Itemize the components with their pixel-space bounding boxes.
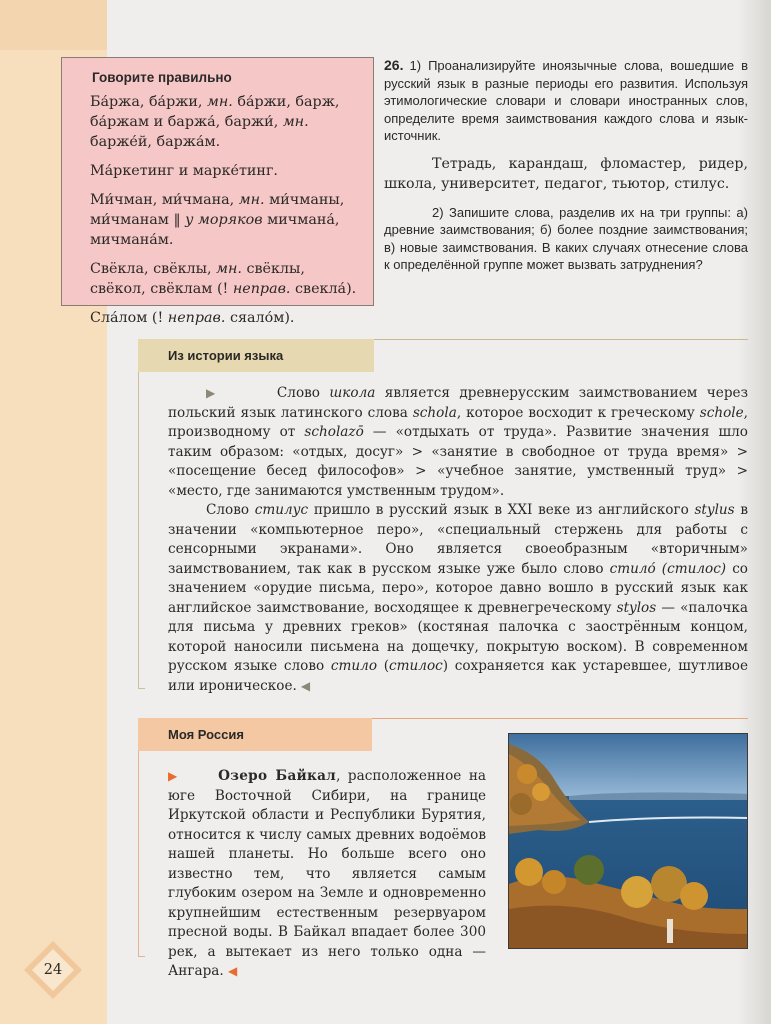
emphasized-word: schola: [412, 404, 457, 421]
say-it-right-box: [61, 57, 374, 326]
text-run: пришло в русский язык в XXI веке из английского: [308, 502, 695, 518]
entry-abbreviation: мн.: [282, 114, 309, 130]
text-run: Слово: [276, 385, 330, 401]
entry-text: сяало́м).: [225, 310, 295, 326]
exercise-task-1-text: 1) Проанализируйте иноязычные слова, вошедшие в русский язык в разные периоды его развития. Используя этимологические словари и словари иностранных слов, определите время заимствования каждого слова и язык-источник.: [384, 58, 748, 143]
entry-text: Свёкла, свёклы,: [90, 261, 217, 277]
entry-text: ба́ржи, барж, ба́ржам и баржа́, баржи́,: [90, 94, 340, 130]
text-run: Слово: [206, 502, 255, 518]
text-run: , которое восходит к греческому: [456, 404, 700, 421]
emphasized-word: стилус: [254, 502, 309, 518]
say-it-right-entry: [90, 308, 363, 328]
emphasized-word: стило́ (стилос): [609, 560, 727, 577]
entry-text: свекла́).: [290, 281, 357, 297]
say-it-right-entry: [90, 259, 363, 299]
emphasized-word: школа: [329, 385, 376, 401]
say-it-right-entry: [90, 161, 363, 181]
history-text: [168, 384, 748, 696]
emphasized-word: stylus: [694, 502, 735, 518]
history-paragraph-2: [168, 501, 748, 696]
emphasized-word: scholazō: [304, 424, 364, 440]
exercise-number: 26.: [384, 57, 404, 73]
say-it-right-entry: [90, 92, 363, 152]
emphasized-word: scholе: [699, 404, 744, 421]
entry-abbreviation: неправ.: [232, 281, 291, 297]
entry-text: ми́чманы, ми́чманам ‖: [90, 192, 345, 228]
text-run: в значении «компьютерное перо», «специальный стержень для работы с сенсорными экранами». Оно является своеобразным «вторичным» заимствованием, так как в русском языке уже было слово: [168, 502, 748, 577]
my-russia-section-title: Моя Россия: [168, 727, 244, 742]
entry-abbreviation: мн.: [238, 192, 265, 208]
lake-baikal-photo: [508, 733, 748, 949]
history-header-rule: [374, 339, 748, 340]
history-paragraph-1: [168, 384, 748, 501]
my-russia-text: [168, 767, 486, 982]
exercise-word-list: Тетрадь, карандаш, фломастер, ридер, школа, университет, педагог, тьютор, стилус.: [384, 155, 748, 192]
entry-text: Ба́ржа, ба́ржи,: [90, 94, 207, 110]
entry-abbreviation: неправ.: [167, 310, 226, 326]
say-it-right-lines: [90, 92, 363, 328]
entry-text: Сла́лом (!: [90, 310, 168, 326]
text-run: ) сохраняется как устаревшее, шутливое или ироническое.: [168, 658, 749, 694]
text-run: — «палочка для письма у древних греков» (костяная палочка с заострённым концом, которой наносили письмена на дощечку, покрытую воском). В современном русском языке слово: [168, 599, 749, 674]
entry-text: Ма́ркетинг и марке́тинг.: [90, 163, 278, 179]
entry-text: свёклы, свёкол, свёклам (!: [90, 261, 305, 297]
text-run: — «отдыхать от труда». Развитие значения шло таким образом: «отдых, досуг» > «занятие в свободное от труда время» > «посещение бесед философов» > «учебное занятие, умственный труд» > «место, где занимаются умственным трудом».: [168, 424, 748, 499]
history-section-frame: [138, 372, 145, 689]
triangle-left-icon: ◀: [300, 678, 311, 693]
lake-baikal-illustration: [509, 734, 748, 949]
exercise-26: [384, 57, 748, 274]
text-run: со значением «орудие письма, перо», которое давно вошло в русский язык как английское заимствование, восходящее к древнегреческому: [168, 560, 748, 616]
say-it-right-entry: [90, 190, 363, 250]
triangle-right-icon: ▶: [206, 386, 221, 400]
exercise-task-2: 2) Запишите слова, разделив их на три группы: а) древние заимствования; б) более поздние заимствования; в) новые заимствования. В каких случаях отнесение слова к определённой группе может вызвать затруднения?: [384, 204, 748, 272]
text-run: (: [377, 658, 390, 674]
text-run: , производному от: [168, 404, 748, 440]
entry-abbreviation: мн.: [207, 94, 233, 110]
triangle-right-icon: ▶: [168, 769, 181, 783]
entry-abbreviation: у моряков: [185, 212, 263, 228]
entry-text: Ми́чман, ми́чмана,: [90, 192, 239, 208]
text-run: является древнерусским заимствованием через польский язык латинского слова: [168, 385, 748, 421]
say-it-right-title: Говорите правильно: [92, 70, 232, 85]
baikal-paragraph: [168, 767, 486, 982]
emphasized-word: стило: [330, 658, 378, 674]
entry-abbreviation: мн.: [216, 261, 242, 277]
my-russia-section-frame: [138, 751, 145, 957]
page-number: 24: [43, 962, 63, 978]
baikal-lead: Озеро Байкал: [218, 768, 337, 784]
baikal-text: , расположенное на юге Восточной Сибири, на границе Иркутской области и Республики Бурятия, относится к числу самых древних водоёмов нашей планеты. Но больше всего оно известно тем, что является самым глубоким озером на Земле и одновременно крупнейшим естественным резервуаром пресной воды. В Байкал впадает более 300 рек, а вытекает из него только одна — Ангара.: [168, 768, 486, 979]
emphasized-word: stylos: [616, 599, 657, 616]
my-russia-section-header: [138, 718, 372, 751]
left-margin-band-top: [0, 0, 107, 50]
history-section-title: Из истории языка: [168, 348, 284, 363]
exercise-task-1: [384, 57, 748, 145]
entry-text: мичмана́, мичмана́м.: [90, 212, 340, 248]
triangle-left-icon: ◀: [228, 964, 238, 978]
entry-text: барже́й, баржа́м.: [90, 134, 221, 150]
my-russia-header-rule: [372, 718, 748, 719]
history-section-header: [138, 339, 374, 372]
emphasized-word: стилос: [389, 658, 443, 674]
